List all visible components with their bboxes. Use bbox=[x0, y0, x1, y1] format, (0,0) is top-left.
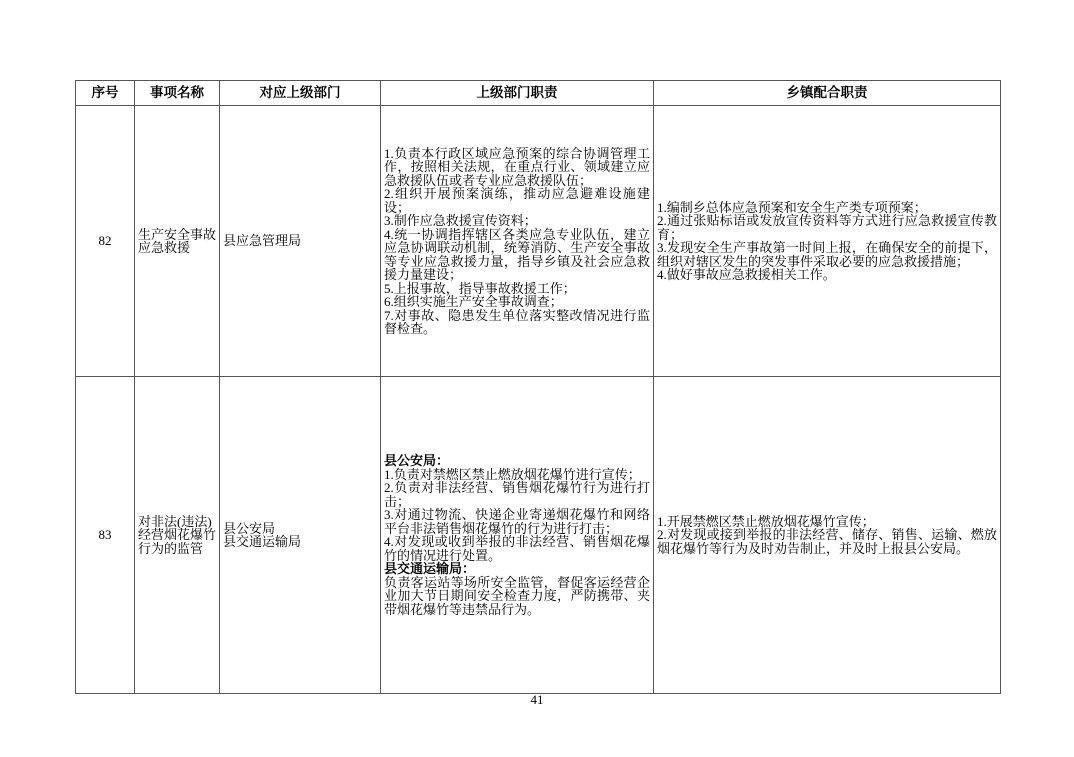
header-cell-1: 事项名称 bbox=[135, 81, 220, 106]
header-cell-3: 上级部门职责 bbox=[381, 81, 654, 106]
serial-number-cell: 82 bbox=[76, 106, 135, 377]
duty-item: 2.负责对非法经营、销售烟花爆竹行为进行打击； bbox=[384, 480, 650, 509]
duty-item: 6.组织实施生产安全事故调查； bbox=[384, 294, 563, 309]
duty-item: 1.编制乡总体应急预案和安全生产类专项预案； bbox=[657, 199, 927, 215]
duty-item: 2.通过张贴标语或发放宣传资料等方式进行应急救援宣传教育； bbox=[657, 213, 997, 242]
header-cell-2: 对应上级部门 bbox=[220, 81, 381, 106]
duty-item: 1.负责本行政区域应急预案的综合协调管理工作，按照相关法规，在重点行业、领域建立应急救援队伍或者专业应急救援队伍； bbox=[384, 145, 650, 188]
superior-duties-cell bbox=[381, 106, 654, 377]
table-body bbox=[76, 106, 1001, 694]
duty-item: 3.制作应急救援宣传资料； bbox=[384, 213, 537, 228]
duty-item: 3.对通过物流、快递企业寄递烟花爆竹和网络平台非法销售烟花爆竹的行为进行打击； bbox=[384, 507, 650, 536]
department-cell bbox=[220, 377, 381, 694]
duty-section-header: 县公安局： bbox=[384, 453, 450, 468]
table-row-82 bbox=[76, 106, 1001, 377]
duty-item: 3.发现安全生产事故第一时间上报，在确保安全的前提下，组织对辖区发生的突发事件采取必要的应急救援措施； bbox=[657, 240, 997, 269]
department-name: 县应急管理局 bbox=[223, 233, 302, 249]
township-duties-cell bbox=[654, 106, 1001, 377]
duty-item: 7.对事故、隐患发生单位落实整改情况进行监督检查。 bbox=[384, 307, 650, 336]
serial-number-cell: 83 bbox=[76, 377, 135, 694]
duty-item: 4.做好事故应急救援相关工作。 bbox=[657, 267, 836, 282]
item-name-cell: 生产安全事故应急救援 bbox=[135, 106, 220, 377]
duty-item: 5.上报事故，指导事故救援工作； bbox=[384, 280, 576, 296]
item-name-cell: 对非法(违法)经营烟花爆竹行为的监管 bbox=[135, 377, 220, 694]
duty-section-header: 县交通运输局： bbox=[384, 561, 476, 576]
table-header-row bbox=[76, 81, 1001, 106]
superior-duties-cell bbox=[381, 377, 654, 694]
page-number: 41 bbox=[530, 692, 544, 707]
duty-item: 4.对发现或收到举报的非法经营、销售烟花爆竹的情况进行处置。 bbox=[384, 534, 650, 563]
duty-item: 4.统一协调指挥辖区各类应急专业队伍，建立应急协调联动机制，统筹消防、生产安全事故等专业应急救援力量，指导乡镇及社会应急救援力量建设； bbox=[384, 226, 650, 282]
department-cell bbox=[220, 106, 381, 377]
duty-item: 2.组织开展预案演练，推动应急避难设施建设； bbox=[384, 186, 650, 215]
township-duties-cell bbox=[654, 377, 1001, 694]
department-name: 县公安局 bbox=[223, 520, 276, 536]
duty-item: 1.开展禁燃区禁止燃放烟花爆竹宣传； bbox=[657, 513, 875, 529]
duty-item: 2.对发现或接到举报的非法经营、储存、销售、运输、燃放烟花爆竹等行为及时劝告制止，并及时上报县公安局。 bbox=[657, 527, 997, 556]
duty-item: 1.负责对禁燃区禁止燃放烟花爆竹进行宣传； bbox=[384, 466, 641, 482]
responsibility-table bbox=[75, 80, 1001, 694]
header-cell-0: 序号 bbox=[76, 81, 135, 106]
header-cell-4: 乡镇配合职责 bbox=[654, 81, 1001, 106]
duty-item: 负责客运站等场所安全监管，督促客运经营企业加大节日期间安全检查力度，严防携带、夹带烟花爆竹等违禁品行为。 bbox=[384, 574, 650, 617]
table-row-83 bbox=[76, 377, 1001, 694]
department-name: 县交通运输局 bbox=[223, 534, 302, 549]
